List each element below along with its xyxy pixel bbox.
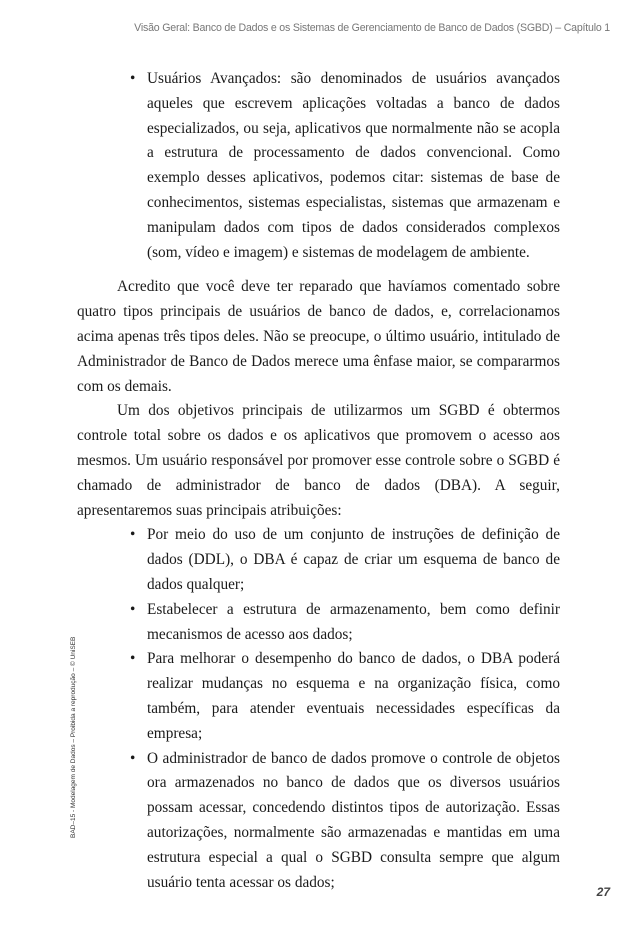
bullet-marker: • <box>130 600 136 618</box>
bullet-marker: • <box>130 749 136 767</box>
copyright-side-note: BAD–15 - Modelagem de Dados – Proibida a reprodução – © UniSEB <box>70 636 77 838</box>
bullet-marker: • <box>130 650 136 668</box>
dba-bullet-authorization <box>77 747 560 896</box>
bullet-advanced-users <box>77 67 560 265</box>
page-body <box>77 67 560 895</box>
bullet-text: Usuários Avançados: são denominados de usuários avançados aqueles que escrevem aplicações voltadas a banco de dados especializados, ou seja, aplicativos que normalmente não se acopla a estrutura de processamento de dados convencional. Como exemplo desses aplicativos, podemos citar: sistemas de base de conhecimentos, sistemas especialistas, sistemas que armazenam e manipulam dados com tipos de dados considerados complexos (som, vídeo e imagem) e sistemas de modelagem de ambiente. <box>147 70 560 261</box>
bullet-text: Estabelecer a estrutura de armazenamento, bem como definir mecanismos de acesso aos dados; <box>147 600 560 643</box>
paragraph-dba-intro: Um dos objetivos principais de utilizarmos um SGBD é obtermos controle total sobre os dados e os aplicativos que promovem o acesso aos mesmos. Um usuário responsável por promover esse controle sobre o SGBD é chamado de administrador de banco de dados (DBA). A seguir, apresentaremos suas principais atribuições: <box>77 402 560 519</box>
bullet-marker: • <box>130 526 136 544</box>
bullet-text: Por meio do uso de um conjunto de instruções de definição de dados (DDL), o DBA é capaz de criar um esquema de banco de dados qualquer; <box>147 526 560 593</box>
bullet-marker: • <box>130 70 136 87</box>
page-number: 27 <box>596 885 610 899</box>
bullet-text: O administrador de banco de dados promove o controle de objetos ora armazenados no banco de dados que os diversos usuários possam acessar, concedendo distintos tipos de autorização. Essas autorizações, normalmente são armazenadas e mantidas em uma estrutura especial a qual o SGBD consulta sempre que algum usuário tenta acessar os dados; <box>147 749 560 891</box>
running-header: Visão Geral: Banco de Dados e os Sistemas de Gerenciamento de Banco de Dados (SGBD) – Capítulo 1 <box>134 22 610 34</box>
dba-bullet-ddl <box>77 523 560 597</box>
paragraph-four-user-types: Acredito que você deve ter reparado que havíamos comentado sobre quatro tipos principais de usuários de banco de dados, e, correlacionamos acima apenas três tipos deles. Não se preocupe, o último usuário, intitulado de Administrador de Banco de Dados merece uma ênfase maior, se compararmos com os demais. <box>77 278 560 395</box>
dba-bullet-performance <box>77 647 560 746</box>
dba-bullet-storage <box>77 598 560 648</box>
bullet-text: Para melhorar o desempenho do banco de dados, o DBA poderá realizar mudanças no esquema e na organização física, como também, para atender eventuais necessidades específicas da empresa; <box>147 650 560 742</box>
